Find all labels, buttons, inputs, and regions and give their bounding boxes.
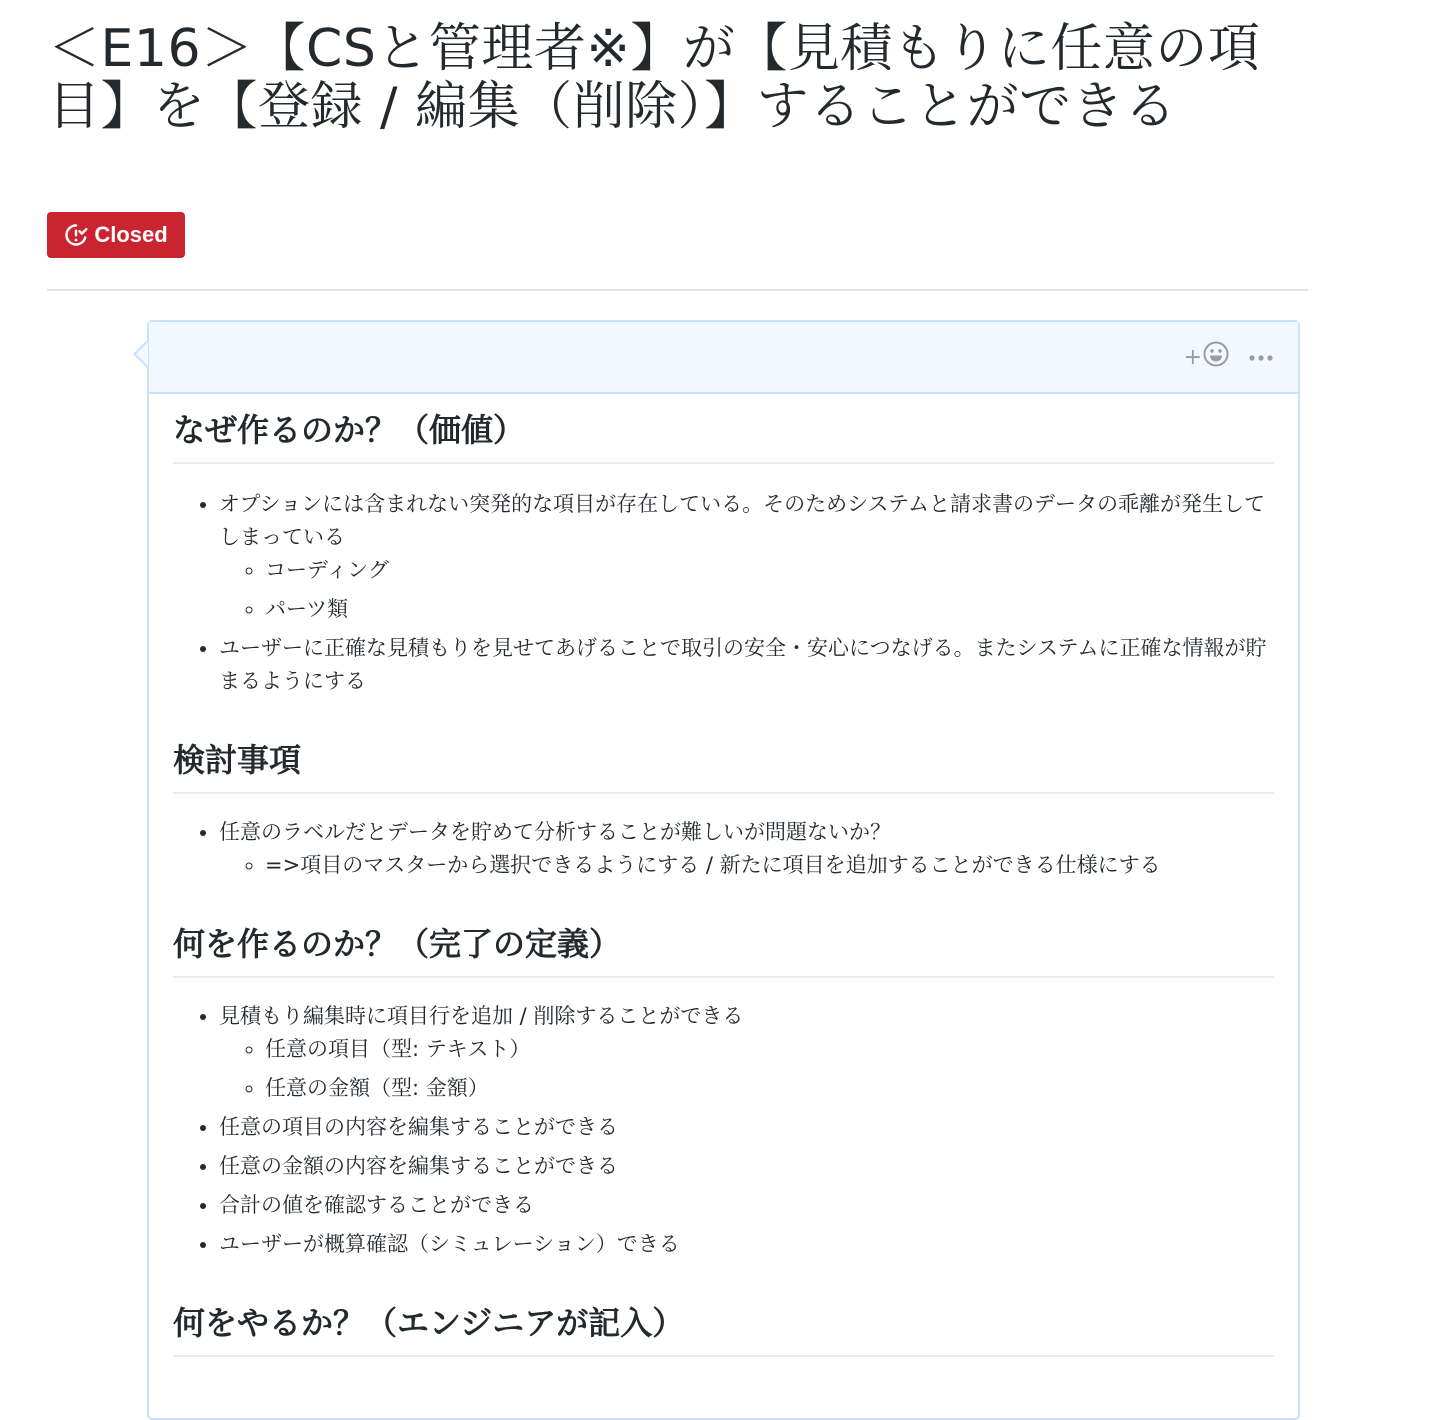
sub-list [219,1033,1274,1105]
issue-title: ＜E16＞【CSと管理者※】が【見積もりに任意の項目】を【登録 / 編集（削除）】することができる [48,19,1261,137]
comment-header [149,322,1298,394]
comment-options-button[interactable] [1246,342,1276,370]
list-item-text: 見積もり編集時に項目行を追加 / 削除することができる [219,1004,744,1028]
add-reaction-smiley-icon [1202,340,1230,374]
list-item [219,1000,1274,1105]
section-list-why [173,488,1274,698]
sub-list-item: ◦ パーツ類 [265,593,1274,626]
list-item: • ユーザーに正確な見積もりを見せてあげることで取引の安全・安心につなげる。またシステムに正確な情報が貯まるようにする [219,632,1274,698]
sub-list [219,849,1274,882]
reaction-plus: + [1183,344,1202,370]
list-item: • ユーザーが概算確認（シミュレーション）できる [219,1228,1274,1261]
section-list-considerations [173,816,1274,882]
list-item [219,816,1274,882]
list-item: • 任意の金額の内容を編集することができる [219,1150,1274,1183]
comment-body [149,394,1298,1357]
sub-list-item: ◦ 任意の項目（型: テキスト） [265,1033,1274,1066]
add-reaction-button[interactable] [1184,340,1230,374]
sub-list [219,554,1274,626]
state-label: Closed [94,222,168,247]
issue-comment [147,320,1300,1420]
sub-list-item: ◦ 任意の金額（型: 金額） [265,1072,1274,1105]
list-item: • 合計の値を確認することができる [219,1189,1274,1222]
list-item-text: 任意のラベルだとデータを貯めて分析することが難しいが問題ないか？ [219,820,891,844]
section-heading-why: なぜ作るのか？（価値） [173,408,1274,464]
list-item: • 任意の項目の内容を編集することができる [219,1111,1274,1144]
section-heading-considerations: 検討事項 [173,738,1274,794]
list-item [219,488,1274,626]
section-heading-engineer-tasks: 何をやるか？（エンジニアが記入） [173,1301,1274,1357]
kebab-horizontal-icon [1248,347,1274,366]
header-divider [47,289,1308,291]
section-heading-definition-of-done: 何を作るのか？（完了の定義） [173,922,1274,978]
sub-list-item: ◦ =>項目のマスターから選択できるようにする / 新たに項目を追加することができる仕様にする [265,849,1274,882]
list-item-text: オプションには含まれない突発的な項目が存在している。そのためシステムと請求書のデータの乖離が発生してしまっている [219,492,1266,549]
section-list-definition-of-done [173,1000,1274,1261]
issue-closed-icon [64,223,88,247]
sub-list-item: ◦ コーディング [265,554,1274,587]
comment-pointer-fill [136,342,148,366]
state-badge-closed [47,212,185,258]
